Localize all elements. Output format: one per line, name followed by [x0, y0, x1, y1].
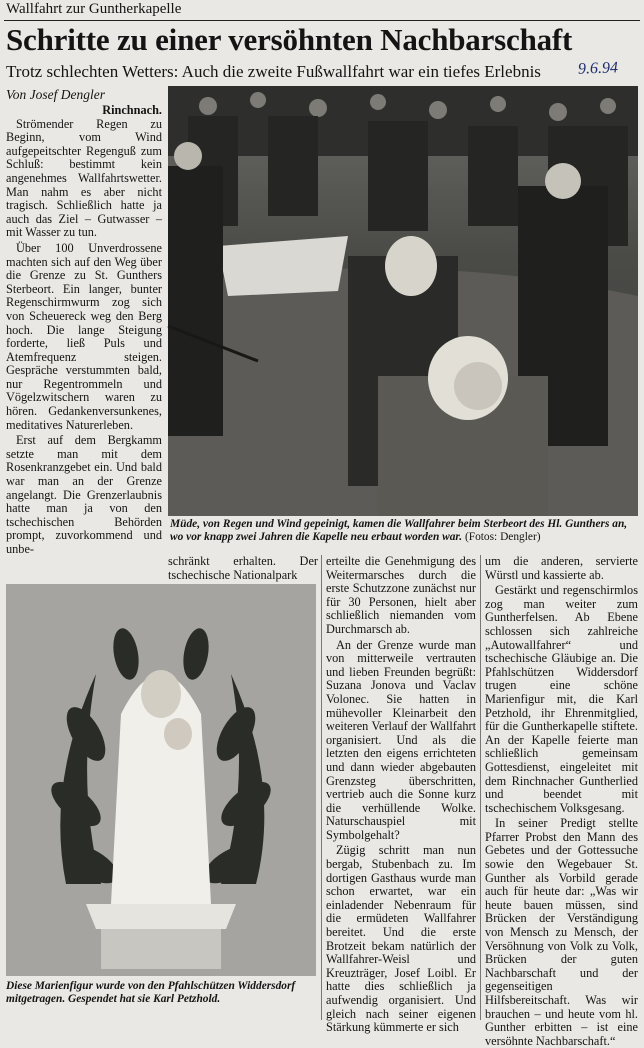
madonna-statue-photo	[6, 584, 316, 976]
column-divider	[480, 555, 481, 1020]
dateline: Rinchnach.	[102, 103, 162, 117]
headline: Schritte zu einer versöhnten Nachbarschaft	[6, 22, 573, 57]
byline: Von Josef Dengler	[6, 87, 105, 102]
paragraph: Gestärkt und regenschirmlos zog man weiter zum Guntherfelsen. Ab Ebene schlossen sich zahlreiche „Autowallfahrer“ und tschechische Gläubige an. Die Pfahlschützen Widdersdorf trugen eine schöne Marienfigur mit, die Karl Petzhold, ihr Ehrenmitglied, für die Guntherkapelle stiftete. An der Kapelle feierte man schließlich gemeinsam Gottesdienst, eingeleitet mit dem Rinchnacher Guntherlied und beendet mit tschechischem Volksgesang.	[485, 583, 638, 815]
paragraph: schränkt erhalten. Der tschechische Nationalpark	[168, 554, 318, 582]
article-column-1	[6, 104, 162, 582]
paragraph: Strömender Regen zu Beginn, vom Wind aufgepeitschter Regenguß zum Schluß: bestimmt kein angenehmes Wallfahrtswetter. Man nahm es aber nicht tragisch. Schließlich hatte ja auch das Ziel – Gutwasser – mit Wasser zu tun.	[6, 116, 162, 240]
subheadline: Trotz schlechten Wetters: Auch die zweite Fußwallfahrt war ein tiefes Erlebnis	[6, 62, 541, 81]
photo-credit: (Fotos: Dengler)	[464, 531, 541, 543]
madonna-statue-graphic	[6, 584, 316, 976]
handwritten-date: 9.6.94	[577, 59, 619, 78]
photo-caption-pilgrims	[170, 518, 636, 544]
column-divider	[321, 555, 322, 1020]
pilgrims-photo-graphic	[168, 86, 638, 516]
paragraph: Über 100 Unverdrossene machten sich auf den Weg über die Grenze zu St. Gunthers Sterbeort. Ein langer, bunter Regenschirmwurm zog sich von Scheuereck weg den Berg hoch. Die lange Steigung forderte, ließ Puls und Atemfrequenz steigen. Gespräche verstummten bald, nur Regentrommeln und Vögelzwitschern waren zu hören. Gedankenversunkenes, meditatives Naturerleben.	[6, 240, 162, 432]
photo-caption-madonna: Diese Marienfigur wurde von den Pfahlschützen Widdersdorf mitgetragen. Gespendet hat sie Karl Petzhold.	[6, 980, 296, 1005]
paragraph: erteilte die Genehmigung des Weitermarsches durch die erste Schutzzone zunächst nur für 30 Personen, hielt aber schließlich niemanden vom Durchmarsch ab.	[326, 554, 476, 636]
paragraph: An der Grenze wurde man von mitterweile vertrauten und lieben Freunden begrüßt: Suzana Jonova und Vaclav Volonec. Sie hatten in mühevoller Kleinarbeit den weiteren Verlauf der Wallfahrt organisiert. Und als die letzten den eigens errichteten und dann wieder abgebauten Grenzsteg überschritten, vertrieb auch die Sonne kurz die verhüllende Wolke. Naturschauspiel mit Symbolgehalt?	[326, 637, 476, 842]
header-rule	[4, 20, 640, 21]
article-column-2-top	[168, 555, 318, 585]
pilgrims-photo	[168, 86, 638, 516]
paragraph: In seiner Predigt stellte Pfarrer Probst den Mann des Gebetes und der Gottessuche sowie den Wegebauer St. Gunther als Vorbild gerade auch für heute dar: „Was wir heute bauen müssen, sind Brücken der Verständigung von Mensch zu Mensch, der Versöhnung von Volk zu Volk, Brücken der guten Nachbarschaft und der gegenseitigen Hilfsbereitschaft. Was wir brauchen – und heute vom hl. Gunther erbitten – ist eine versöhnte Nachbarschaft.“	[485, 816, 638, 1048]
paragraph: Zügig schritt man nun bergab, Stubenbach zu. Im dortigen Gasthaus wurde man schon erwartet, war ein einladender Nebenraum für die ermüdeten Wallfahrer bereitet. Und die erste Brotzeit bekam natürlich der Wallfahrer-Weisl und Kreuzträger, Josef Loibl. Er hatte dies schließlich ja aufwendig organisiert. Und gleich nach seiner eigenen Stärkung kümmerte er sich	[326, 843, 476, 1035]
article-column-3	[326, 554, 476, 1035]
article-column-4	[485, 554, 638, 1048]
paragraph: Erst auf dem Bergkamm setzte man mit dem Rosenkranzgebet ein. Und bald war man an der Grenze angelangt. Die Grenzerlaubnis hatte man ja von den tschechischen Behörden prompt, zuvorkommend und unbe-	[6, 433, 162, 556]
section-kicker: Wallfahrt zur Guntherkapelle	[6, 1, 182, 17]
paragraph: um die anderen, servierte Würstl und kassierte ab.	[485, 554, 638, 582]
caption-text: Müde, von Regen und Wind gepeinigt, kamen die Wallfahrer beim Sterbeort des Hl. Gunthers an, wo vor knapp zwei Jahren die Kapelle neu erbaut worden war.	[170, 518, 628, 543]
